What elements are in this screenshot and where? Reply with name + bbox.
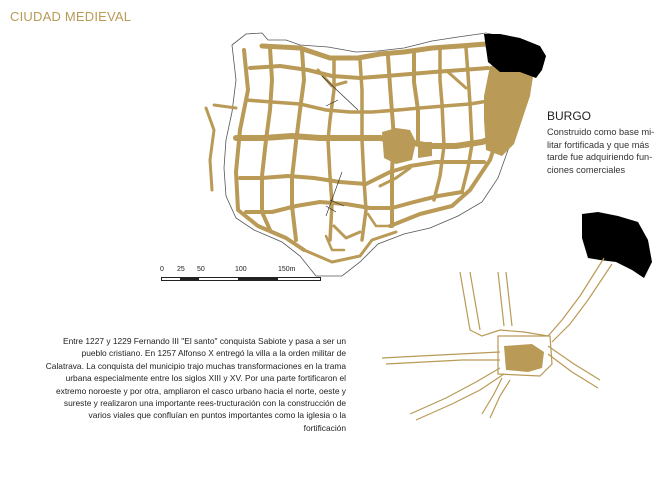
street-network	[206, 44, 508, 262]
inset-church	[504, 344, 544, 372]
burgo-district	[484, 62, 534, 156]
burgo-heading: BURGO	[547, 109, 592, 123]
burgo-description: Construido como base mi-litar fortificada y que más tarde fue adquiriendo fun-ciones comerciales	[547, 127, 655, 175]
inset-road-diagram	[382, 258, 612, 420]
scale-label-25: 25	[177, 266, 185, 273]
scale-label-0: 0	[160, 266, 164, 273]
scale-bar	[158, 266, 328, 296]
scale-label-150m: 150m	[278, 266, 296, 273]
scale-label-50: 50	[197, 266, 205, 273]
scale-bar-graphic	[161, 277, 321, 281]
scale-label-100: 100	[235, 266, 247, 273]
church-block	[382, 128, 432, 164]
history-paragraph: Entre 1227 y 1229 Fernando III "El santo" conquista Sabiote y pasa a ser un pueblo cristiano. En 1257 Alfonso X entregó la villa a la orden militar de Calatrava. La conquista del municipio trajo muchas transformaciones en la trama urbana especialmente entre los siglos XIII y XV. Por una parte fortificaron el extremo noroeste y por otra, ampliaron el casco urbano hacia el norte, oeste y sureste y realizaron una importante rees-tructuración con la construcción de varios viales que confluían en puntos importantes como la iglesia o la fortificación	[45, 336, 346, 433]
page-title: CIUDAD MEDIEVAL	[10, 9, 132, 24]
inset-fortress	[582, 212, 652, 278]
